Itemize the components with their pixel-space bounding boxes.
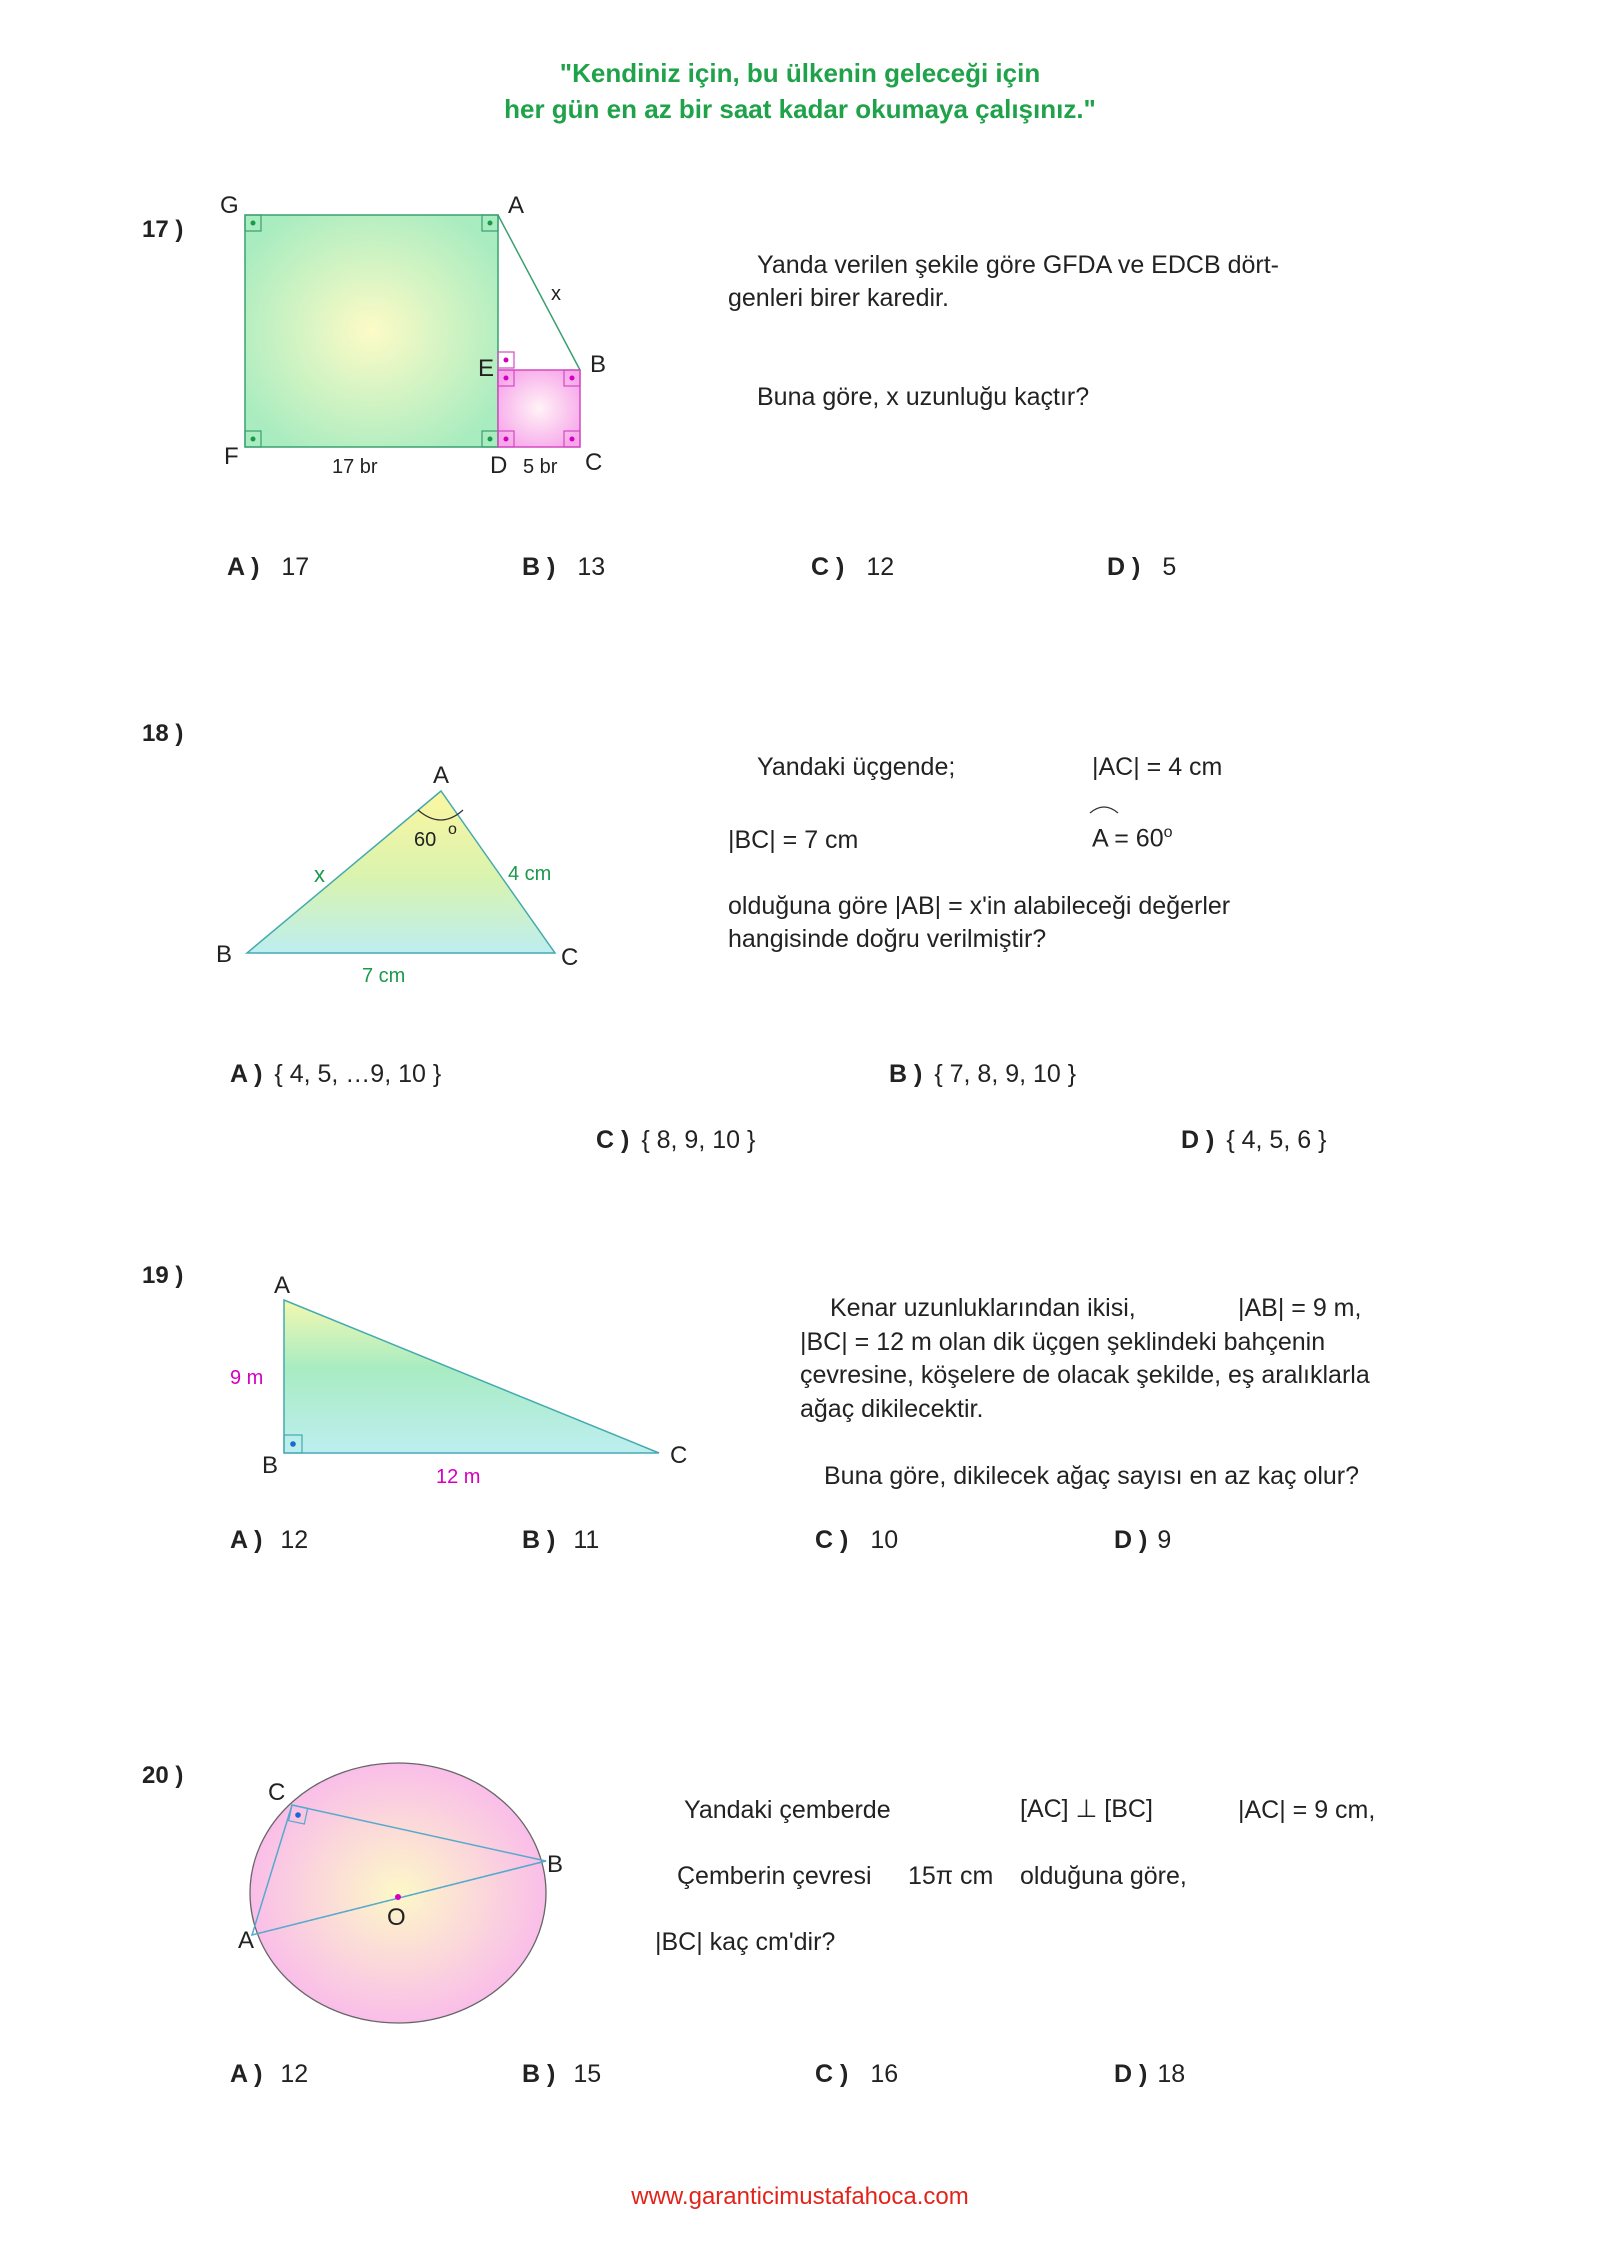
label-angle-60: 60 [414, 829, 437, 851]
question-20-number: 20 ) [142, 1762, 184, 1789]
question-18-number: 18 ) [142, 720, 184, 747]
label-c: C [561, 944, 579, 971]
option-value: { 4, 5, …9, 10 } [274, 1060, 442, 1088]
q19-text-line-1b: |AB| = 9 m, [1238, 1294, 1362, 1322]
label-f: F [224, 443, 239, 470]
option-label: C ) [811, 553, 845, 581]
motto-line-2: her gün en az bir saat kadar okumaya çalışınız." [504, 94, 1096, 124]
option-label: B ) [522, 1526, 556, 1554]
right-angle-dot [295, 1812, 301, 1818]
option-value: 12 [280, 1526, 309, 1554]
label-e: E [478, 355, 495, 382]
option-value: { 4, 5, 6 } [1226, 1126, 1327, 1154]
label-bc: 7 cm [362, 965, 406, 987]
label-b: B [547, 1851, 564, 1878]
q20-option-d[interactable] [1114, 2060, 1185, 2089]
q19-option-c[interactable] [815, 1526, 898, 1555]
option-label: D ) [1114, 1526, 1148, 1554]
label-ac: 4 cm [508, 863, 552, 885]
q17-option-c[interactable] [811, 553, 894, 582]
q18-text-line-3: hangisinde doğru verilmiştir? [728, 925, 1047, 953]
q20-text-line-1c: |AC| = 9 cm, [1238, 1796, 1376, 1824]
q19-text-line-5: Buna göre, dikilecek ağaç sayısı en az kaç olur? [824, 1462, 1360, 1490]
option-value: 18 [1157, 2060, 1186, 2088]
option-label: D ) [1114, 2060, 1148, 2088]
label-b: B [216, 941, 233, 968]
q20-option-c[interactable] [815, 2060, 898, 2089]
q20-text-line-2c: olduğuna göre, [1020, 1862, 1187, 1890]
option-label: B ) [889, 1060, 923, 1088]
q19-text-line-1a: Kenar uzunluklarından ikisi, [830, 1294, 1136, 1322]
option-label: A ) [227, 553, 260, 581]
option-value: 9 [1157, 1526, 1172, 1554]
option-value: 12 [866, 553, 895, 581]
option-label: A ) [230, 1060, 263, 1088]
label-c: C [585, 449, 603, 476]
q19-option-d[interactable] [1114, 1526, 1171, 1555]
option-value: { 8, 9, 10 } [641, 1126, 756, 1154]
q20-option-a[interactable] [230, 2060, 308, 2089]
motto-line-1: "Kendiniz için, bu ülkenin geleceği için [559, 58, 1041, 88]
label-ab: 9 m [230, 1367, 264, 1389]
option-value: 10 [870, 1526, 899, 1554]
option-value: 13 [577, 553, 606, 581]
angle-text: A = 60 [1092, 824, 1164, 853]
circle [250, 1763, 546, 2023]
q19-text-line-4: ağaç dikilecektir. [800, 1395, 984, 1423]
label-x: x [551, 283, 561, 305]
q20-option-b[interactable] [522, 2060, 601, 2089]
label-b: B [590, 351, 607, 378]
label-bc: 12 m [436, 1466, 481, 1488]
q18-given-ac: |AC| = 4 cm [1092, 753, 1223, 781]
option-label: A ) [230, 2060, 263, 2088]
degree-sign: o [1163, 824, 1173, 841]
option-label: C ) [815, 1526, 849, 1554]
option-label: C ) [815, 2060, 849, 2088]
q20-text-line-1a: Yandaki çemberde [684, 1796, 891, 1824]
label-a: A [508, 192, 525, 219]
q17-text-line-1: Yanda verilen şekile göre GFDA ve EDCB dört- [757, 251, 1279, 279]
q17-text-line-3: Buna göre, x uzunluğu kaçtır? [757, 383, 1090, 411]
q20-text-line-3: |BC| kaç cm'dir? [655, 1928, 836, 1956]
q19-text-line-2: |BC| = 12 m olan dik üçgen şeklindeki bahçenin [800, 1328, 1326, 1356]
label-a: A [433, 762, 450, 789]
option-value: 17 [281, 553, 310, 581]
q18-text-intro: Yandaki üçgende; [757, 753, 956, 781]
footer-website-link[interactable]: www.garanticimustafahoca.com [631, 2183, 969, 2210]
q17-option-d[interactable] [1107, 553, 1176, 582]
question-19-number: 19 ) [142, 1262, 184, 1289]
q18-angle-hat-icon [1088, 801, 1120, 815]
question-17-number: 17 ) [142, 216, 184, 243]
q20-figure [0, 0, 720, 2100]
q20-text-line-1b: [AC] ⊥ [BC] [1020, 1795, 1153, 1823]
option-value: 11 [573, 1526, 600, 1554]
label-d: D [490, 452, 508, 479]
option-value: { 7, 8, 9, 10 } [934, 1060, 1077, 1088]
q18-given-angle [1092, 824, 1173, 853]
label-x: x [314, 862, 325, 887]
option-label: C ) [596, 1126, 630, 1154]
label-g: G [220, 192, 239, 219]
q17-text-line-2: genleri birer karedir. [728, 284, 949, 312]
option-label: A ) [230, 1526, 263, 1554]
option-label: D ) [1107, 553, 1141, 581]
label-c: C [670, 1442, 688, 1469]
center-dot [395, 1894, 401, 1900]
option-value: 12 [280, 2060, 309, 2088]
q18-option-d[interactable] [1181, 1126, 1326, 1155]
option-label: B ) [522, 2060, 556, 2088]
q20-text-line-2a: Çemberin çevresi [677, 1862, 872, 1890]
q18-given-bc: |BC| = 7 cm [728, 826, 859, 854]
option-value: 16 [870, 2060, 899, 2088]
option-label: B ) [522, 553, 556, 581]
label-a: A [238, 1927, 255, 1954]
option-value: 5 [1162, 553, 1177, 581]
option-value: 15 [573, 2060, 602, 2088]
label-fd-length: 17 br [332, 456, 378, 478]
q18-option-b[interactable] [889, 1060, 1076, 1089]
q19-text-line-3: çevresine, köşelere de olacak şekilde, eş aralıklarla [800, 1361, 1370, 1389]
label-dc-length: 5 br [523, 456, 558, 478]
label-b: B [262, 1452, 279, 1479]
label-a: A [274, 1272, 291, 1299]
label-c: C [268, 1779, 286, 1806]
label-o: O [387, 1904, 406, 1931]
q18-text-line-2: olduğuna göre |AB| = x'in alabileceği değerler [728, 892, 1231, 920]
q20-text-line-2b: 15π cm [908, 1862, 994, 1890]
label-degree: o [448, 821, 457, 838]
option-label: D ) [1181, 1126, 1215, 1154]
